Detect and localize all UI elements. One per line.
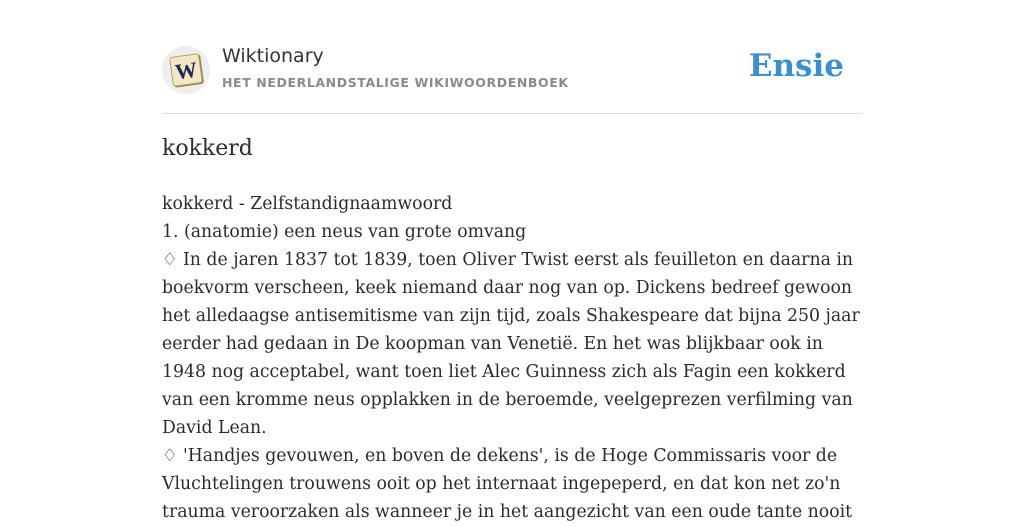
site-name[interactable]: Wiktionary [222, 45, 324, 67]
example-sentence: ♢ In de jaren 1837 tot 1839, toen Oliver Twist eerst als feuilleton en daarna in boekvorm verscheen, keek niemand daar nog van op. Dickens bedreef gewoon het alledaagse antisemitisme van zijn tijd, zoals Shakespeare dat bijna 250 jaar eerder had gedaan in De koopman van Venetië. En het was blijkbaar ook in 1948 nog acceptabel, want toen liet Alec Guinness zich als Fagin een kokkerd van een kromme neus opplakken in de beroemde, veelgeprezen verfilming van David Lean. [162, 250, 860, 438]
ensie-brand-link[interactable]: Ensie [748, 48, 844, 84]
site-tagline: HET NEDERLANDSTALIGE WIKIWOORDENBOEK [222, 75, 569, 90]
page-title: kokkerd [162, 136, 253, 161]
page [162, 0, 862, 522]
entry-content [162, 190, 862, 526]
entry-heading: kokkerd - Zelfstandignaamwoord [162, 194, 453, 214]
site-header [162, 0, 862, 114]
entry-definition: 1. (anatomie) een neus van grote omvang [162, 222, 527, 242]
example-sentence: ♢ 'Handjes gevouwen, en boven de dekens', is de Hoge Commissaris voor de Vluchtelingen trouwens ooit op het internaat ingepeperd, en dat kon net zo'n trauma veroorzaken als wanneer je in het aangezicht van een oude tante nooit [162, 446, 853, 522]
wiktionary-logo[interactable] [162, 46, 210, 94]
wiktionary-logo-icon: W [169, 53, 203, 87]
